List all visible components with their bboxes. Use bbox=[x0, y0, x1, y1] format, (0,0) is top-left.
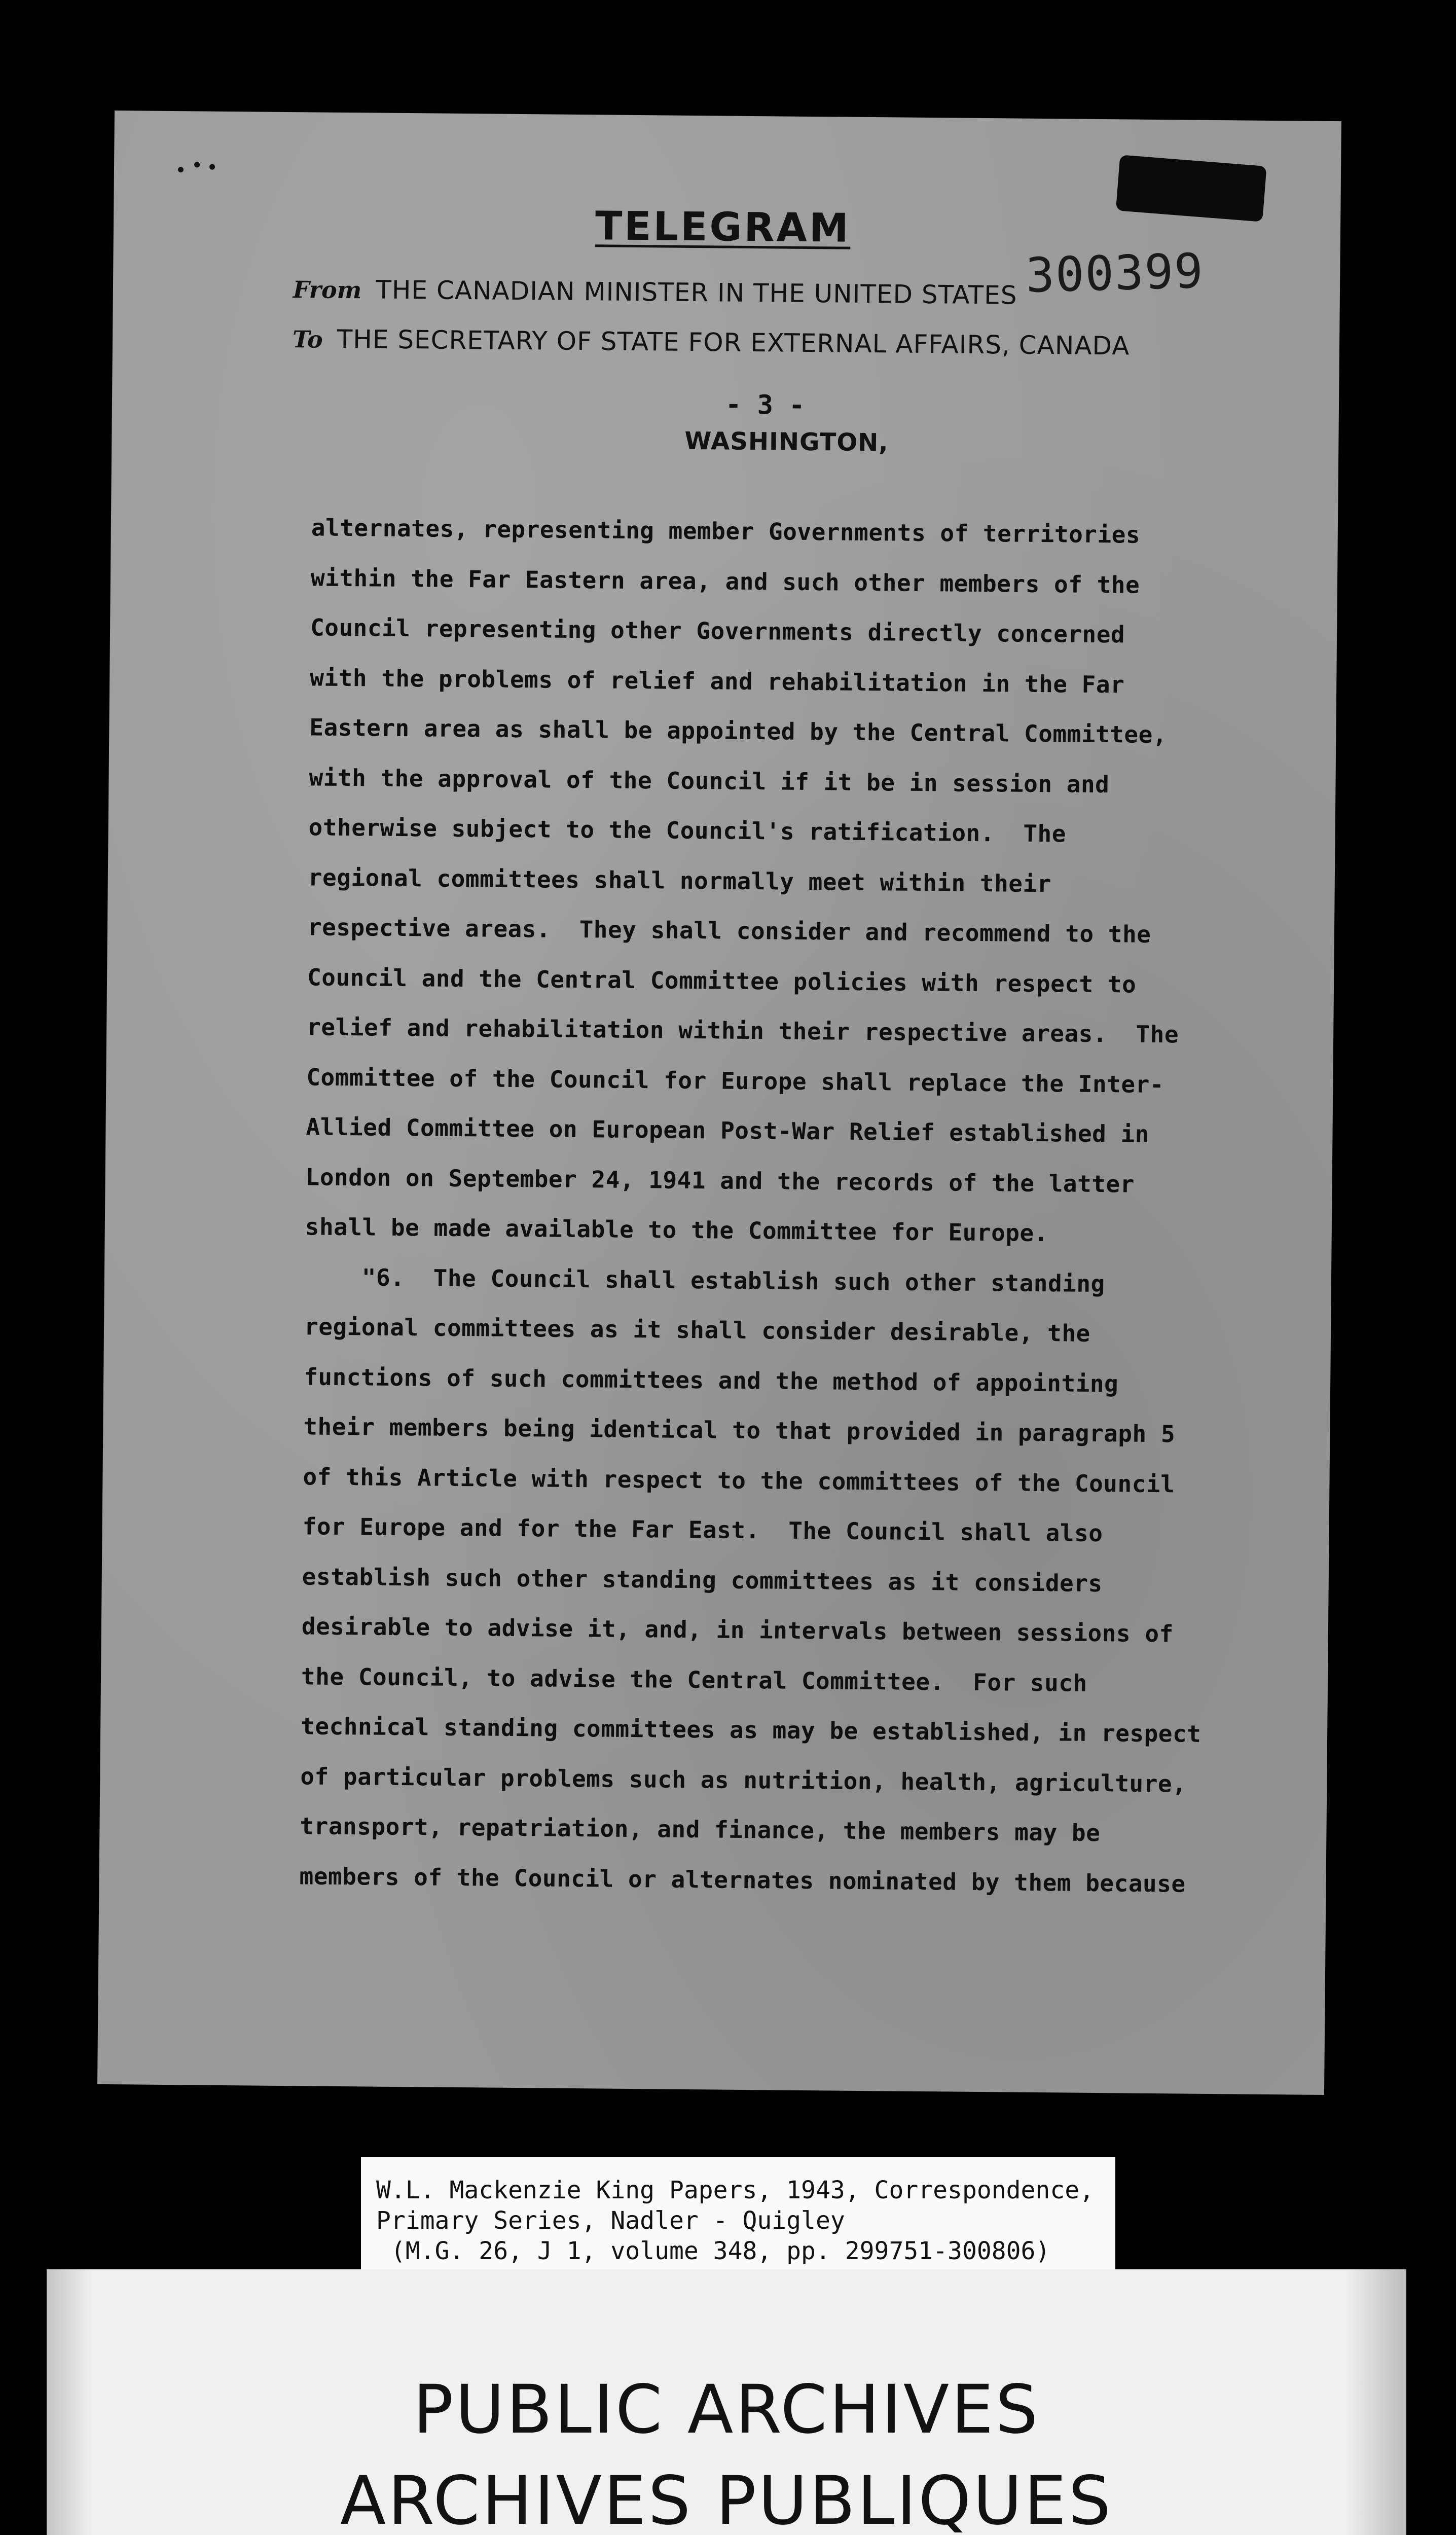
body-line: "6. The Council shall establish such other standing bbox=[304, 1262, 1106, 1297]
body-line: within the Far Eastern area, and such other members of the bbox=[310, 563, 1140, 599]
punch-hole bbox=[178, 167, 184, 172]
body-line: of this Article with respect to the committees of the Council bbox=[303, 1462, 1175, 1498]
reference-line: (M.G. 26, J 1, volume 348, pp. 299751-300806) bbox=[376, 2237, 1050, 2265]
archival-reference-card bbox=[361, 2157, 1115, 2273]
body-line: members of the Council or alternates nominated by them because bbox=[299, 1862, 1186, 1898]
reference-line: Primary Series, Nadler - Quigley bbox=[376, 2206, 845, 2235]
to-label: To bbox=[292, 325, 323, 353]
body-line: functions of such committees and the method of appointing bbox=[303, 1362, 1119, 1397]
to-line bbox=[293, 324, 1130, 360]
body-line: Allied Committee on European Post-War Relief established in bbox=[306, 1113, 1150, 1148]
telegram-page bbox=[97, 111, 1341, 2095]
from-value: THE CANADIAN MINISTER IN THE UNITED STATES bbox=[376, 275, 1017, 310]
body-line: Committee of the Council for Europe shall replace the Inter- bbox=[306, 1063, 1164, 1098]
body-line: desirable to advise it, and, in intervals between sessions of bbox=[301, 1612, 1174, 1648]
archives-banner bbox=[47, 2269, 1406, 2535]
body-line: establish such other standing committees as it considers bbox=[302, 1562, 1103, 1597]
body-line: for Europe and for the Far East. The Council shall also bbox=[302, 1512, 1103, 1547]
banner-public-archives: PUBLIC ARCHIVES bbox=[413, 2371, 1040, 2449]
body-line: relief and rehabilitation within their respective areas. The bbox=[307, 1013, 1179, 1048]
body-line: the Council, to advise the Central Committee. For such bbox=[301, 1662, 1087, 1697]
from-line bbox=[293, 274, 1017, 310]
page-number: - 3 - bbox=[725, 389, 805, 421]
telegram-title: TELEGRAM bbox=[595, 203, 851, 251]
banner-archives-publiques: ARCHIVES PUBLIQUES bbox=[340, 2462, 1113, 2535]
body-line: regional committees as it shall consider desirable, the bbox=[304, 1313, 1090, 1347]
document-number-stamp: 300399 bbox=[1025, 243, 1205, 304]
punch-hole bbox=[194, 162, 200, 167]
place-of-origin: WASHINGTON, bbox=[684, 426, 889, 457]
body-line: shall be made available to the Committee for Europe. bbox=[305, 1213, 1049, 1247]
to-value: THE SECRETARY OF STATE FOR EXTERNAL AFFAIRS, CANADA bbox=[337, 324, 1130, 361]
redaction-tape bbox=[1116, 155, 1267, 222]
body-line: regional committees shall normally meet within their bbox=[308, 863, 1052, 897]
body-line: with the approval of the Council if it be in session and bbox=[309, 763, 1110, 798]
body-line: transport, repatriation, and finance, the members may be bbox=[300, 1812, 1101, 1847]
body-line: of particular problems such as nutrition, health, agriculture, bbox=[300, 1762, 1187, 1798]
body-line: with the problems of relief and rehabilitation in the Far bbox=[310, 663, 1125, 698]
from-label: From bbox=[293, 276, 362, 304]
body-line: London on September 24, 1941 and the records of the latter bbox=[305, 1163, 1135, 1198]
punch-hole bbox=[209, 164, 215, 170]
body-line: otherwise subject to the Council's ratification. The bbox=[308, 813, 1067, 848]
reference-line: W.L. Mackenzie King Papers, 1943, Correspondence, bbox=[376, 2176, 1095, 2204]
body-line: Council representing other Governments directly concerned bbox=[310, 613, 1125, 648]
telegram-body bbox=[299, 502, 1275, 1909]
body-line: alternates, representing member Governments of territories bbox=[311, 514, 1141, 549]
body-line: technical standing committees as may be established, in respect bbox=[300, 1712, 1202, 1748]
body-line: Eastern area as shall be appointed by the Central Committee, bbox=[309, 713, 1168, 749]
body-line: respective areas. They shall consider and recommend to the bbox=[307, 913, 1151, 948]
body-line: Council and the Central Committee policies with respect to bbox=[307, 963, 1137, 998]
body-line: their members being identical to that provided in paragraph 5 bbox=[303, 1413, 1176, 1448]
